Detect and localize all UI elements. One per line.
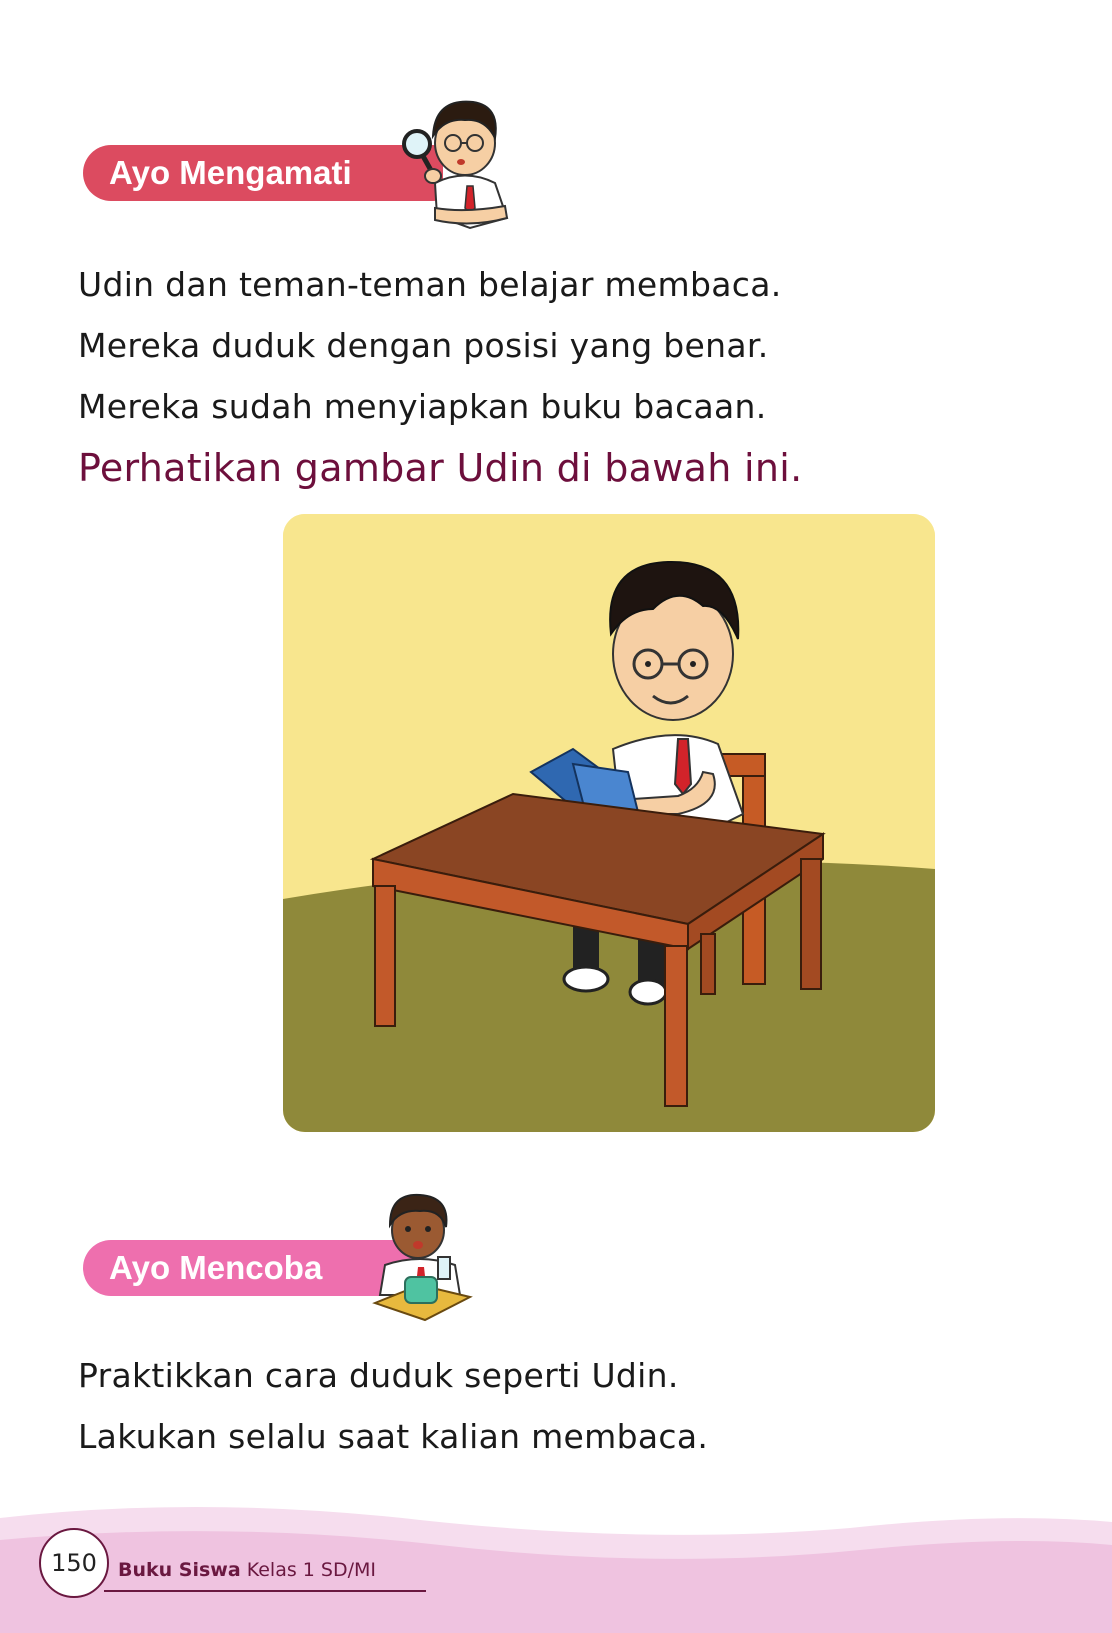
footer-grade: Kelas 1 SD/MI <box>246 1559 376 1581</box>
page-number <box>39 1528 109 1598</box>
section-banner-observe <box>83 145 443 201</box>
mascot-experiment-boy-icon <box>360 1185 480 1325</box>
observe-line-3: Mereka sudah menyiapkan buku bacaan. <box>78 387 767 426</box>
section-title-observe: Ayo Mengamati <box>109 154 352 191</box>
observe-paragraph <box>78 254 782 437</box>
footer-underline <box>104 1590 426 1592</box>
try-paragraph <box>78 1345 708 1467</box>
try-line-1: Praktikkan cara duduk seperti Udin. <box>78 1356 679 1395</box>
observe-line-1: Udin dan teman-teman belajar membaca. <box>78 265 782 304</box>
try-line-2: Lakukan selalu saat kalian membaca. <box>78 1417 709 1456</box>
observe-instruction: Perhatikan gambar Udin di bawah ini. <box>78 446 803 490</box>
mascot-magnifier-boy-icon <box>395 88 535 238</box>
section-title-try: Ayo Mencoba <box>109 1249 323 1286</box>
observe-line-2: Mereka duduk dengan posisi yang benar. <box>78 326 769 365</box>
page-number-text: 150 <box>51 1549 97 1577</box>
footer-book: Buku Siswa <box>118 1559 241 1581</box>
udin-reading-illustration <box>283 514 935 1132</box>
footer-caption <box>118 1559 376 1581</box>
